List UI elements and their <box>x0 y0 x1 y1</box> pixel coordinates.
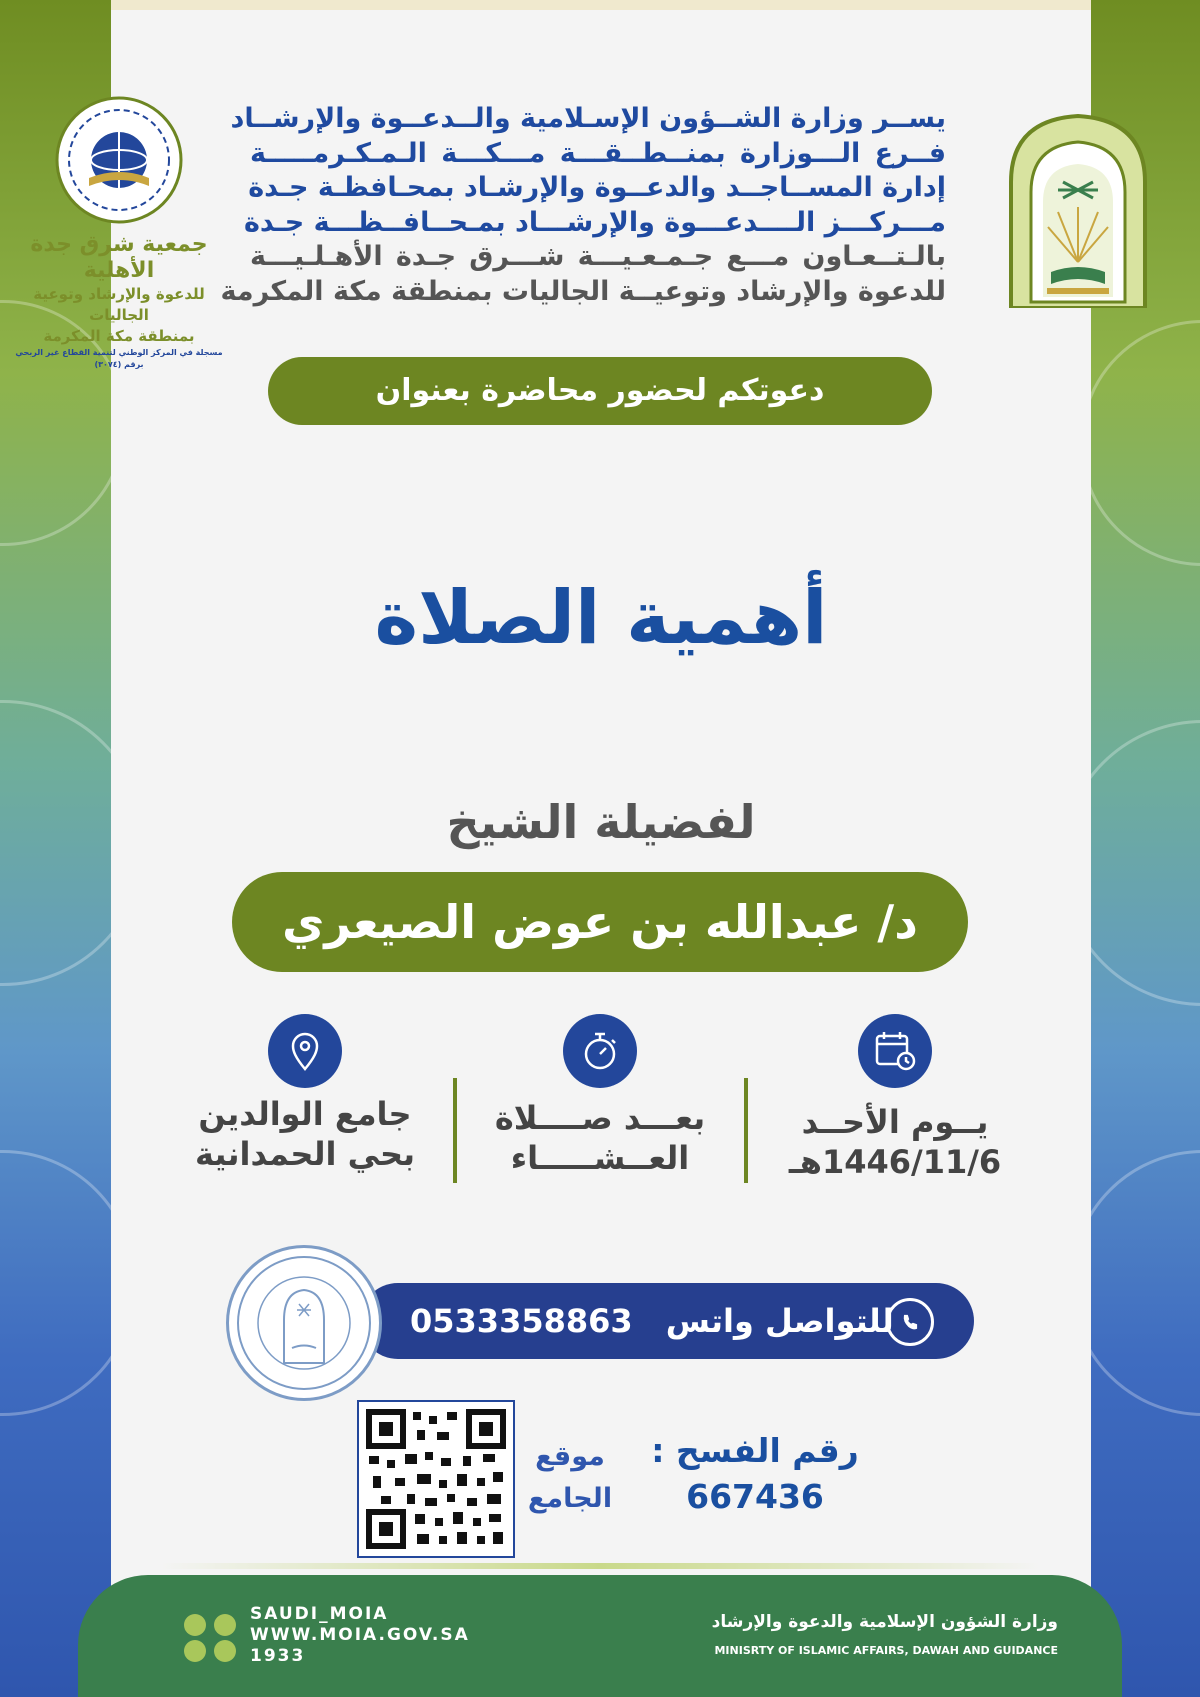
hotline[interactable]: 1933 <box>250 1646 306 1666</box>
date-day: يــوم الأحــد <box>801 1103 989 1141</box>
footer-social <box>250 1604 470 1667</box>
footer-ministry-ar: وزارة الشؤون الإسلامية والدعوة والإرشاد <box>711 1612 1058 1632</box>
header-text <box>220 102 946 309</box>
permit-number: 667436 <box>686 1477 824 1516</box>
footer-accent-line <box>160 1563 1040 1569</box>
header-line: مـــركـــز الــــدعـــوة والإرشـــاد بمـحــافــظـــة جـدة <box>243 206 946 238</box>
website-link[interactable]: WWW.MOIA.GOV.SA <box>250 1625 470 1645</box>
contact-text <box>410 1283 894 1359</box>
footer-ministry-en: MINISRTY OF ISLAMIC AFFAIRS, DAWAH AND GUIDANCE <box>714 1644 1058 1657</box>
sheikh-label: لفضيلة الشيخ <box>446 795 756 849</box>
invitation-banner: دعوتكم لحضور محاضرة بعنوان <box>268 357 932 425</box>
contact-label: للتواصل واتس <box>665 1302 894 1340</box>
permit-info <box>640 1428 870 1520</box>
place-line2: بحي الحمدانية <box>194 1135 416 1173</box>
qr-code[interactable] <box>357 1400 515 1558</box>
mosque-site-line1: موقع <box>535 1441 605 1472</box>
whatsapp-icon <box>886 1298 934 1346</box>
footer <box>78 1575 1122 1697</box>
stamp-seal <box>226 1245 382 1401</box>
divider <box>453 1078 457 1183</box>
header-line: فــرع الـــوزارة بمنــطــقـــة مـــكـــة الـمـكـرمـــــة <box>250 137 946 169</box>
date-value: 1446/11/6هـ <box>788 1143 1002 1181</box>
stopwatch-icon <box>563 1014 637 1088</box>
twitter-icon[interactable] <box>184 1614 206 1636</box>
association-registration: مسجلة في المركز الوطني لتنمية القطاع غير الربحي برقم (٣٠٧٤) <box>15 348 223 369</box>
mosque-site-label <box>525 1436 615 1520</box>
instagram-icon[interactable] <box>214 1614 236 1636</box>
location-pin-icon <box>268 1014 342 1088</box>
mosque-site-line2: الجامع <box>527 1483 613 1514</box>
top-strip <box>111 0 1091 10</box>
phone-icon[interactable] <box>214 1640 236 1662</box>
whatsapp-number[interactable]: 0533358863 <box>410 1302 633 1340</box>
association-name: جمعية شرق جدة الأهلية <box>30 232 208 283</box>
divider <box>744 1078 748 1183</box>
facebook-icon[interactable] <box>184 1640 206 1662</box>
date-info <box>765 1102 1025 1182</box>
social-handle[interactable]: SAUDI_MOIA <box>250 1604 389 1624</box>
place-info <box>175 1094 435 1174</box>
header-line: إدارة المســاجــد والدعــوة والإرشـاد بمحـافظـة جـدة <box>248 172 946 203</box>
place-line1: جامع الوالدين <box>198 1095 412 1133</box>
ministry-logo <box>1003 112 1153 308</box>
sheikh-name-banner: د/ عبدالله بن عوض الصيعري <box>232 872 968 972</box>
header-line: للدعوة والإرشاد وتوعيــة الجاليات بمنطقة مكة المكرمة <box>220 275 946 307</box>
lecture-title: أهمية الصلاة <box>374 575 828 661</box>
header-line: بالـتــعـاون مـــع جـمـعـيـــة شـــرق جـدة الأهـلـيـــة <box>250 241 946 272</box>
header-line: يســر وزارة الشــؤون الإسـلامية والــدعــوة والإرشــاد <box>230 103 946 134</box>
association-logo-text <box>14 232 224 371</box>
time-line1: بعـــد صــــلاة <box>494 1099 706 1137</box>
time-line2: العــشـــــاء <box>510 1139 690 1177</box>
permit-label: رقم الفسح : <box>651 1431 859 1470</box>
calendar-clock-icon <box>858 1014 932 1088</box>
association-line2: للدعوة والإرشاد وتوعية الجاليات <box>33 285 205 324</box>
time-info <box>470 1098 730 1178</box>
association-line3: بمنطقة مكة المكرمة <box>43 327 195 345</box>
